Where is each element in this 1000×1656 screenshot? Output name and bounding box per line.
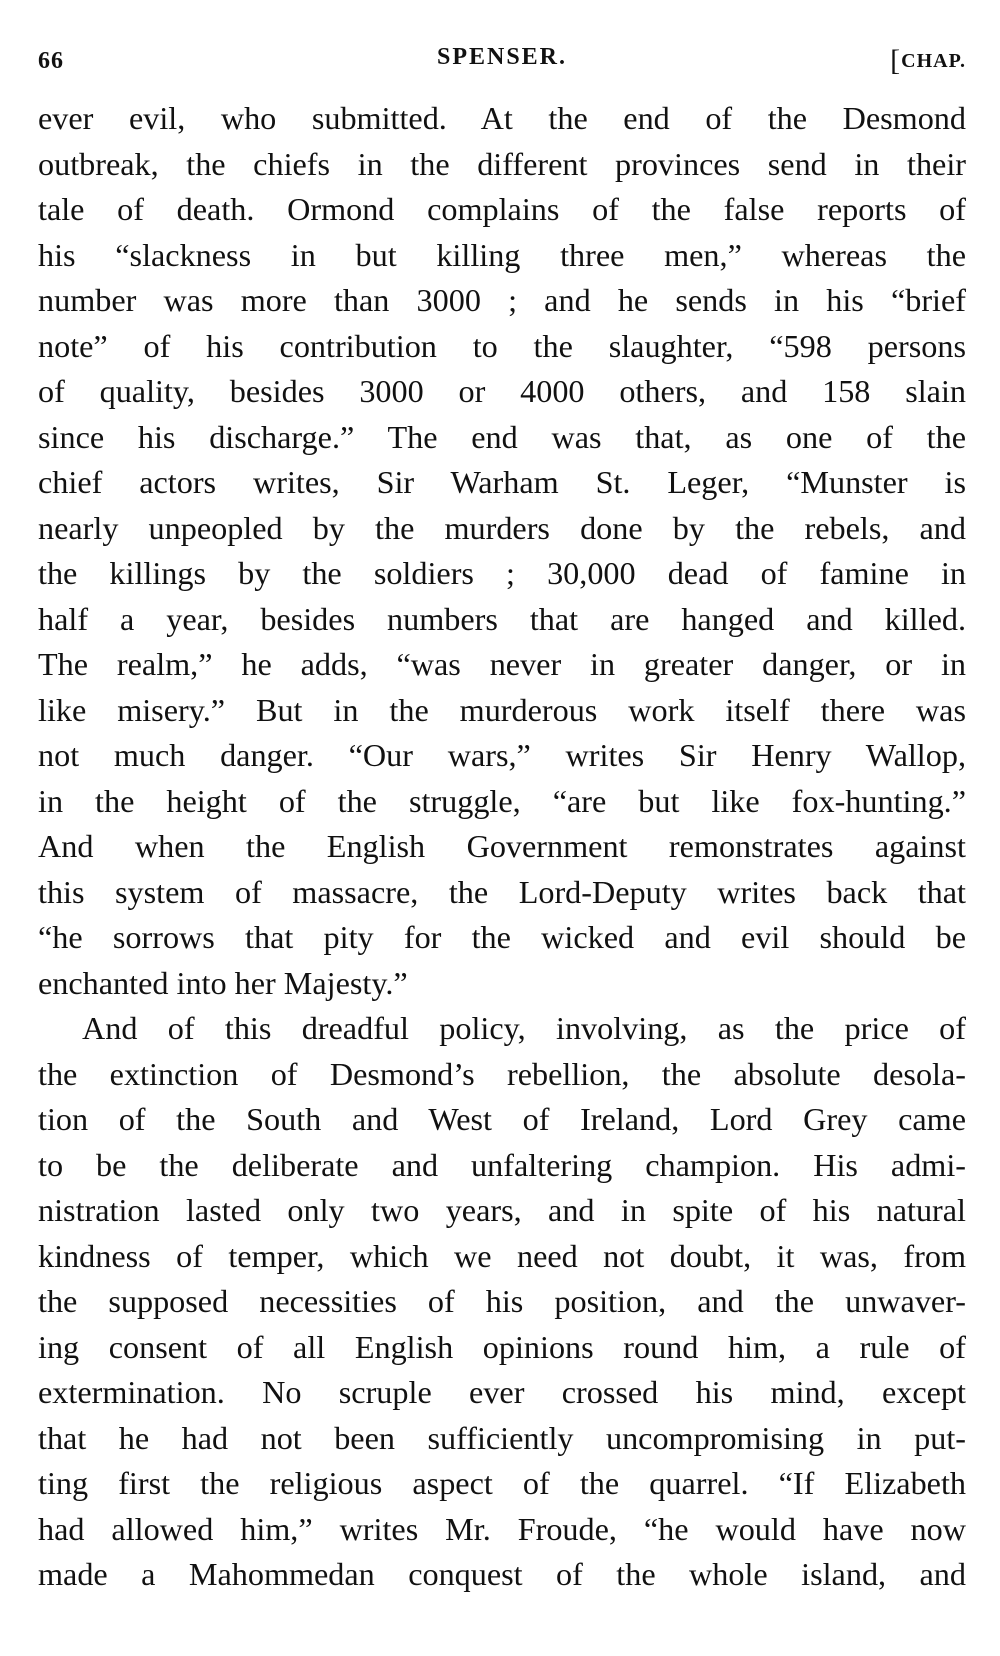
text-line: enchanted into her Majesty.”	[38, 964, 408, 1001]
text-line: ing consent of all English opinions round him, a rule of	[38, 1328, 966, 1365]
text-line: the killings by the soldiers ; 30,000 dead of famine in	[38, 555, 966, 591]
text-line: had allowed him,” writes Mr. Froude, “he would have now	[38, 1510, 966, 1547]
text-line: And of this dreadful policy, involving, as the price of	[82, 1010, 966, 1046]
text-line: the supposed necessities of his position, and the unwaver-	[38, 1283, 966, 1319]
text-line: The realm,” he adds, “was never in greater danger, or in	[38, 646, 966, 682]
text-line: in the height of the struggle, “are but like fox-hunting.”	[38, 782, 966, 819]
text-line: made a Mahommedan conquest of the whole island, and	[38, 1556, 966, 1592]
text-line: “he sorrows that pity for the wicked and evil should be	[38, 919, 966, 955]
text-line: to be the deliberate and unfaltering champion. His admi-	[38, 1146, 966, 1183]
text-line: outbreak, the chiefs in the different provinces send in their	[38, 145, 966, 182]
text-line: nearly unpeopled by the murders done by the rebels, and	[38, 509, 966, 546]
running-head	[38, 44, 966, 84]
paragraph	[38, 96, 966, 1006]
page-number: 66	[38, 48, 64, 74]
bracket-glyph: [	[890, 44, 902, 77]
text-line: the extinction of Desmond’s rebellion, the absolute desola-	[38, 1055, 966, 1092]
text-line: tion of the South and West of Ireland, Lord Grey came	[38, 1101, 966, 1137]
text-line: of quality, besides 3000 or 4000 others, and 158 slain	[38, 373, 966, 409]
text-line: this system of massacre, the Lord-Deputy writes back that	[38, 873, 966, 910]
text-line: chief actors writes, Sir Warham St. Leger, “Munster is	[38, 464, 966, 500]
text-line: ever evil, who submitted. At the end of the Desmond	[38, 100, 966, 136]
body-text	[38, 96, 966, 1598]
text-line: half a year, besides numbers that are hanged and killed.	[38, 600, 966, 637]
chapter-label: CHAP.	[901, 50, 966, 72]
paragraph	[38, 1006, 966, 1598]
text-line: not much danger. “Our wars,” writes Sir Henry Wallop,	[38, 737, 966, 773]
text-line: his “slackness in but killing three men,” whereas the	[38, 236, 966, 273]
text-line: kindness of temper, which we need not doubt, it was, from	[38, 1237, 966, 1274]
text-line: nistration lasted only two years, and in spite of his natural	[38, 1192, 966, 1228]
text-line: since his discharge.” The end was that, as one of the	[38, 418, 966, 455]
text-line: like misery.” But in the murderous work itself there was	[38, 691, 966, 728]
chapter-mark	[890, 44, 966, 78]
running-title: SPENSER.	[436, 44, 568, 70]
text-line: that he had not been sufficiently uncompromising in put-	[38, 1419, 966, 1456]
text-line: tale of death. Ormond complains of the false reports of	[38, 191, 966, 227]
text-line: number was more than 3000 ; and he sends in his “brief	[38, 282, 966, 318]
text-line: ting first the religious aspect of the quarrel. “If Elizabeth	[38, 1465, 966, 1501]
text-line: And when the English Government remonstrates against	[38, 828, 966, 864]
text-line: note” of his contribution to the slaughter, “598 persons	[38, 327, 966, 364]
text-line: extermination. No scruple ever crossed his mind, except	[38, 1374, 966, 1410]
